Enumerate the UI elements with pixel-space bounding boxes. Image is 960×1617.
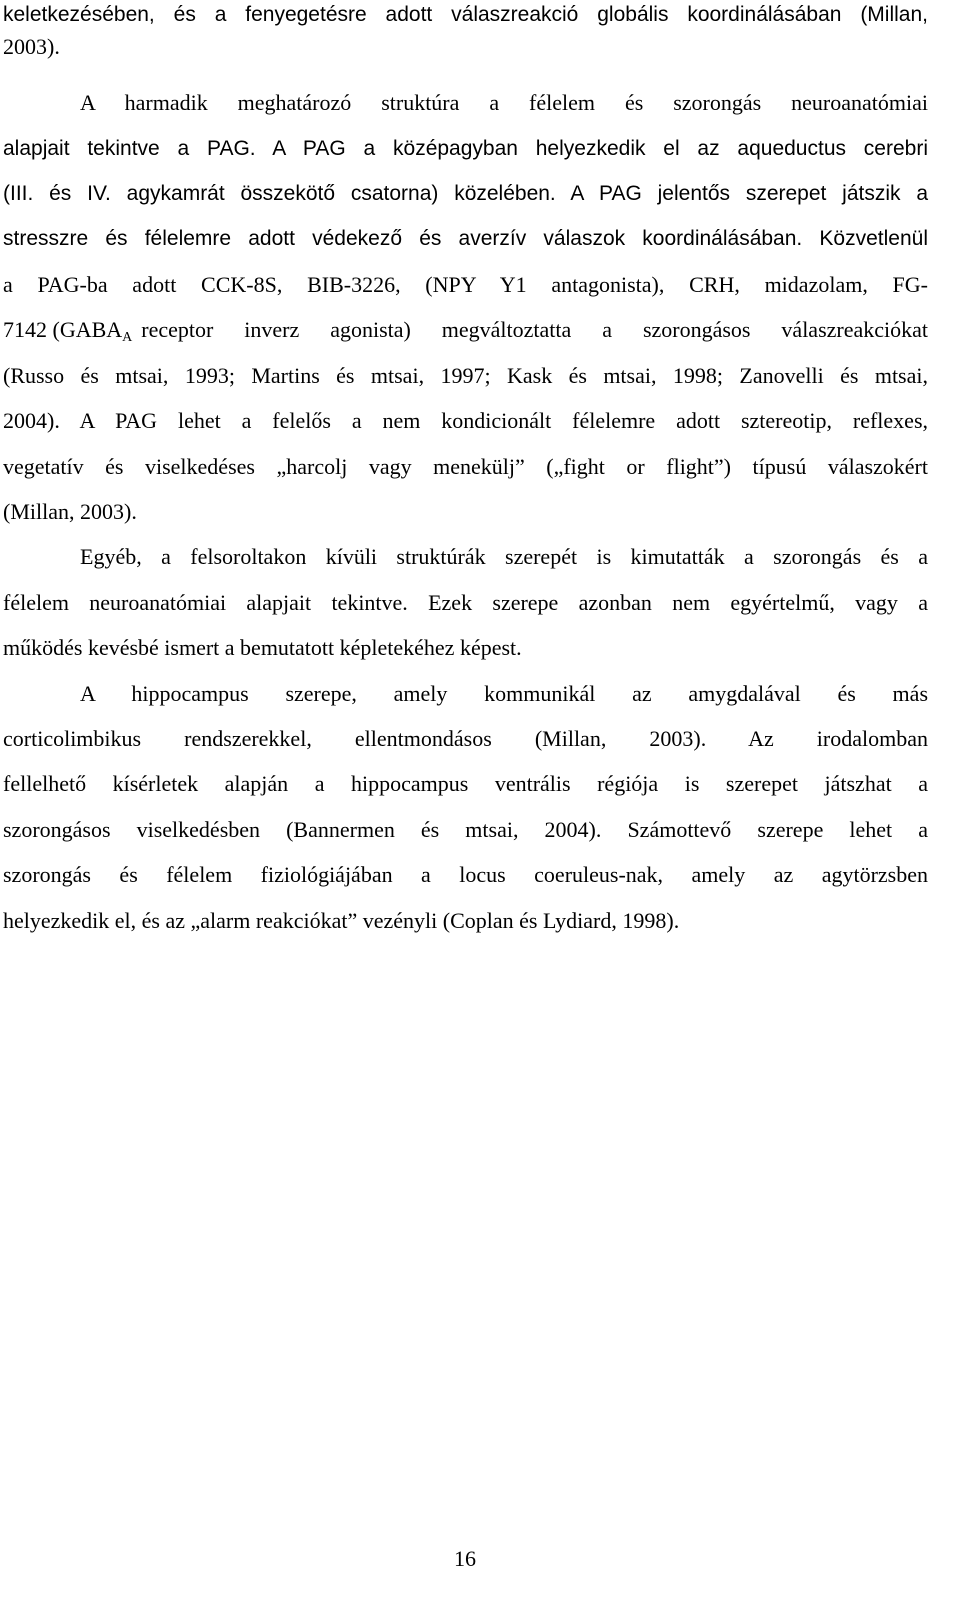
- text-line-2: 2003).: [3, 34, 60, 59]
- text-line-18: fellelhető kísérletek alapján a hippocampus ventrális régiója is szerepet játszhat a: [3, 771, 928, 796]
- text-line-8: [3, 315, 928, 353]
- text-line-17: corticolimbikus rendszerekkel, ellentmondásos (Millan, 2003). Az irodalomban: [3, 726, 928, 751]
- text-line-3: A harmadik meghatározó struktúra a félelem és szorongás neuroanatómiai: [80, 90, 928, 115]
- text-line-21: helyezkedik el, és az „alarm reakciókat” vezényli (Coplan és Lydiard, 1998).: [3, 908, 680, 933]
- text-line-1: keletkezésében, és a fenyegetésre adott válaszreakció globális koordinálásában (Millan,: [3, 3, 928, 26]
- page-number: 16: [454, 1546, 476, 1571]
- text-line-8-rest: receptor inverz agonista) megváltoztatta a szorongásos válaszreakciókat: [141, 317, 928, 342]
- text-line-7: a PAG-ba adott CCK-8S, BIB-3226, (NPY Y1 antagonista), CRH, midazolam, FG-: [3, 272, 928, 297]
- gaba-term: 7142 ($GABA_A$: [3, 317, 133, 345]
- text-line-20: szorongás és félelem fiziológiájában a locus coeruleus-nak, amely az agytörzsben: [3, 862, 928, 887]
- text-line-12: (Millan, 2003).: [3, 499, 137, 524]
- text-line-6: stresszre és félelemre adott védekező és averzív válaszok koordinálásában. Közvetlenül: [3, 227, 928, 250]
- text-line-11: vegetatív és viselkedéses „harcolj vagy menekülj” („fight or flight”) típusú válaszokért: [3, 454, 928, 479]
- text-line-10: 2004). A PAG lehet a felelős a nem kondicionált félelemre adott sztereotip, reflexes,: [3, 408, 928, 433]
- text-line-9: (Russo és mtsai, 1993; Martins és mtsai, 1997; Kask és mtsai, 1998; Zanovelli és mtsai,: [3, 363, 928, 388]
- text-line-16: A hippocampus szerepe, amely kommunikál az amygdalával és más: [80, 681, 928, 706]
- text-line-13: Egyéb, a felsoroltakon kívüli struktúrák szerepét is kimutatták a szorongás és a: [80, 544, 928, 569]
- text-line-14: félelem neuroanatómiai alapjait tekintve. Ezek szerepe azonban nem egyértelmű, vagy a: [3, 590, 928, 615]
- text-line-5: (III. és IV. agykamrát összekötő csatorna) közelében. A PAG jelentős szerepet játszik a: [3, 182, 928, 205]
- text-line-19: szorongásos viselkedésben (Bannermen és mtsai, 2004). Számottevő szerepe lehet a: [3, 817, 928, 842]
- text-line-15: működés kevésbé ismert a bemutatott képletekéhez képest.: [3, 635, 522, 660]
- text-line-4: alapjait tekintve a PAG. A PAG a középagyban helyezkedik el az aqueductus cerebri: [3, 137, 928, 160]
- gaba-subscript: A: [122, 330, 133, 345]
